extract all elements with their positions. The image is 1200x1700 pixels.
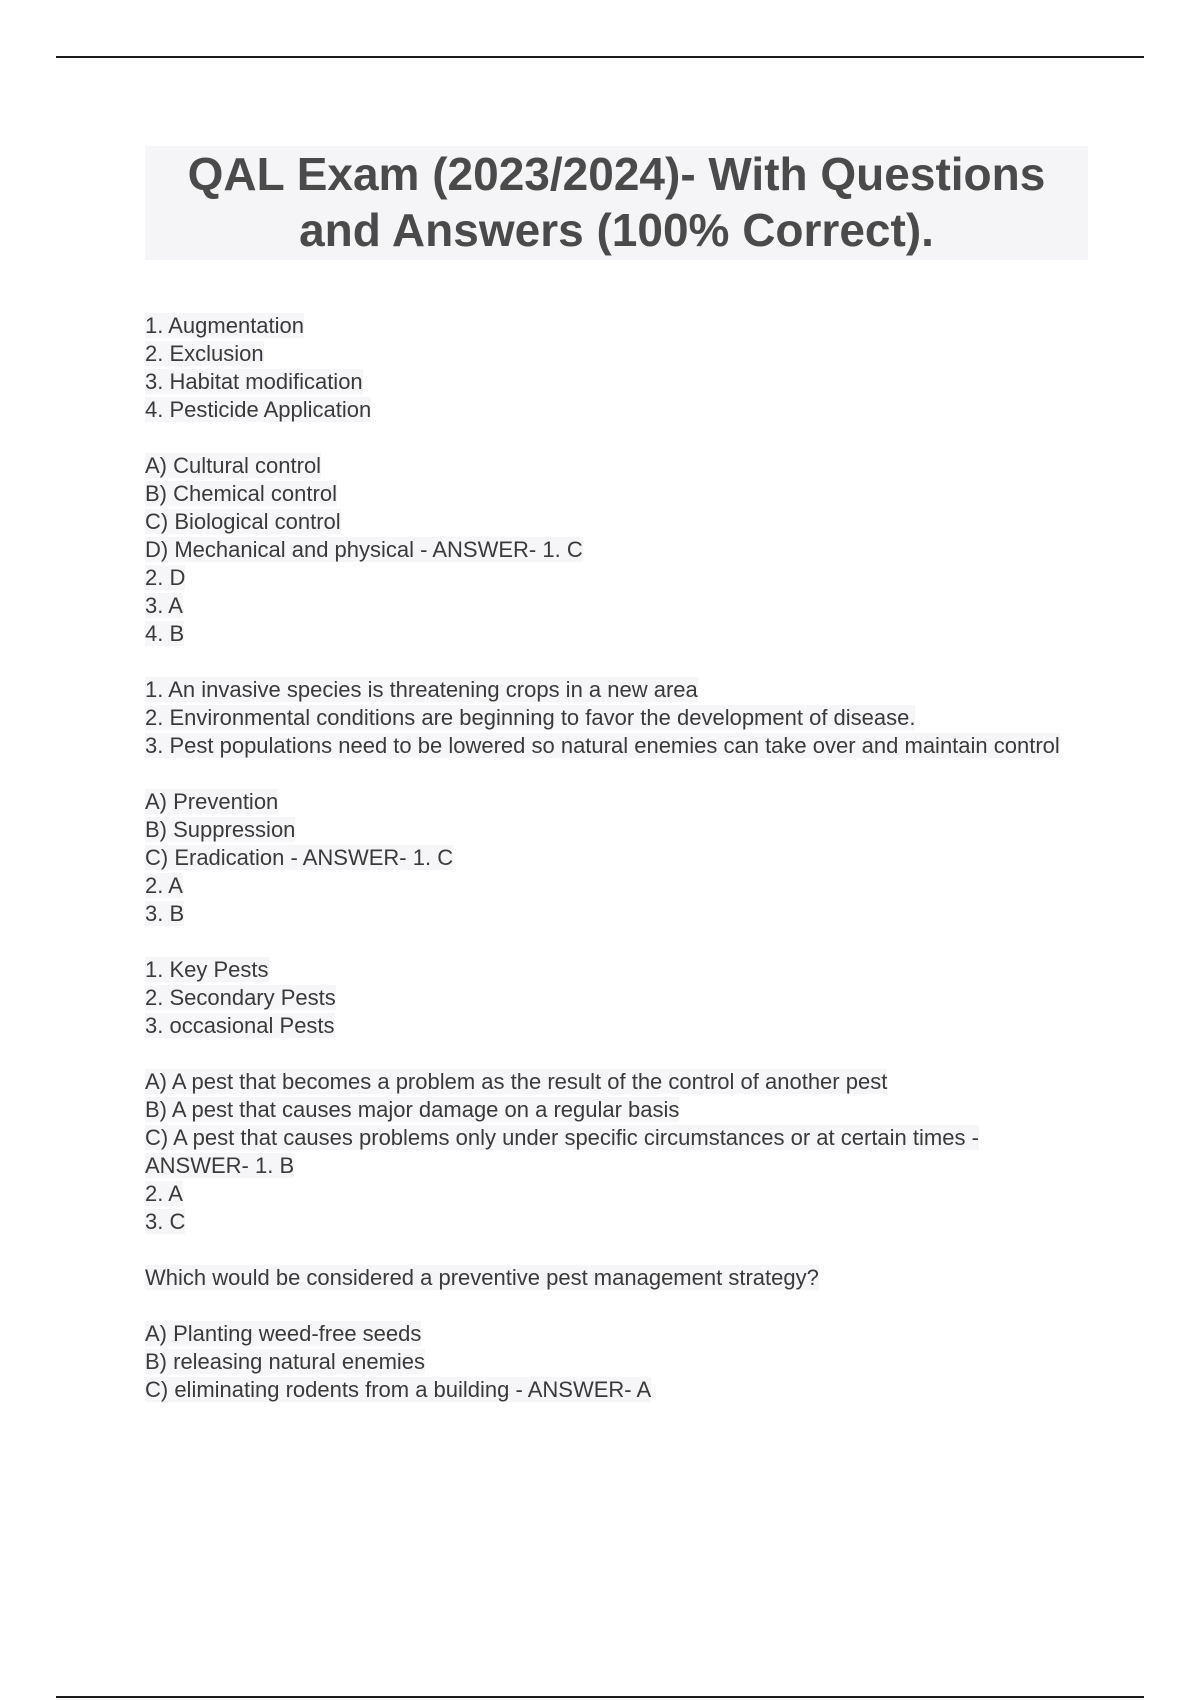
question-options-block — [145, 676, 1085, 760]
text-line: B) releasing natural enemies — [145, 1349, 426, 1374]
answer-choices-block — [145, 1320, 1085, 1404]
answer-choices-block — [145, 452, 1085, 648]
text-line: 2. Environmental conditions are beginning to favor the development of disease. — [145, 705, 916, 730]
text-line: 3. Habitat modification — [145, 369, 363, 394]
text-line: A) Cultural control — [145, 453, 322, 478]
title-line: and Answers (100% Correct). — [299, 204, 934, 256]
text-line: A) Planting weed-free seeds — [145, 1321, 422, 1346]
text-line: B) Chemical control — [145, 481, 337, 506]
text-line: B) Suppression — [145, 817, 296, 842]
text-line: 1. An invasive species is threatening crops in a new area — [145, 677, 698, 702]
text-line: 1. Augmentation — [145, 313, 305, 338]
text-line: B) A pest that causes major damage on a regular basis — [145, 1097, 680, 1122]
document-body — [145, 312, 1085, 1404]
text-line: 3. B — [145, 901, 185, 926]
document-title — [145, 146, 1088, 260]
question-text: Which would be considered a preventive pest management strategy? — [145, 1265, 819, 1290]
text-line: 2. A — [145, 873, 183, 898]
header-rule — [56, 56, 1144, 58]
question-prompt-block — [145, 1264, 1085, 1292]
text-line: 3. Pest populations need to be lowered so natural enemies can take over and maintain control — [145, 733, 1060, 758]
text-line: 3. occasional Pests — [145, 1013, 335, 1038]
text-line: A) Prevention — [145, 789, 279, 814]
text-line: 2. Exclusion — [145, 341, 264, 366]
text-line: C) A pest that causes problems only under specific circumstances or at certain times - ANSWER- 1. B — [145, 1125, 979, 1178]
text-line: 3. A — [145, 593, 183, 618]
text-line: 2. D — [145, 565, 186, 590]
text-line: 2. A — [145, 1181, 183, 1206]
title-line: QAL Exam (2023/2024)- With Questions — [187, 148, 1046, 200]
text-line: D) Mechanical and physical - ANSWER- 1. C — [145, 537, 583, 562]
footer-rule — [56, 1696, 1144, 1698]
text-line: A) A pest that becomes a problem as the result of the control of another pest — [145, 1069, 888, 1094]
text-line: 2. Secondary Pests — [145, 985, 336, 1010]
text-line: 4. B — [145, 621, 185, 646]
text-line: C) eliminating rodents from a building - ANSWER- A — [145, 1377, 652, 1402]
text-line: C) Eradication - ANSWER- 1. C — [145, 845, 454, 870]
text-line: 3. C — [145, 1209, 186, 1234]
answer-choices-block — [145, 788, 1085, 928]
question-options-block — [145, 312, 1085, 424]
text-line: 1. Key Pests — [145, 957, 269, 982]
question-options-block — [145, 956, 1085, 1040]
text-line: 4. Pesticide Application — [145, 397, 372, 422]
text-line: C) Biological control — [145, 509, 341, 534]
answer-choices-block — [145, 1068, 1085, 1236]
